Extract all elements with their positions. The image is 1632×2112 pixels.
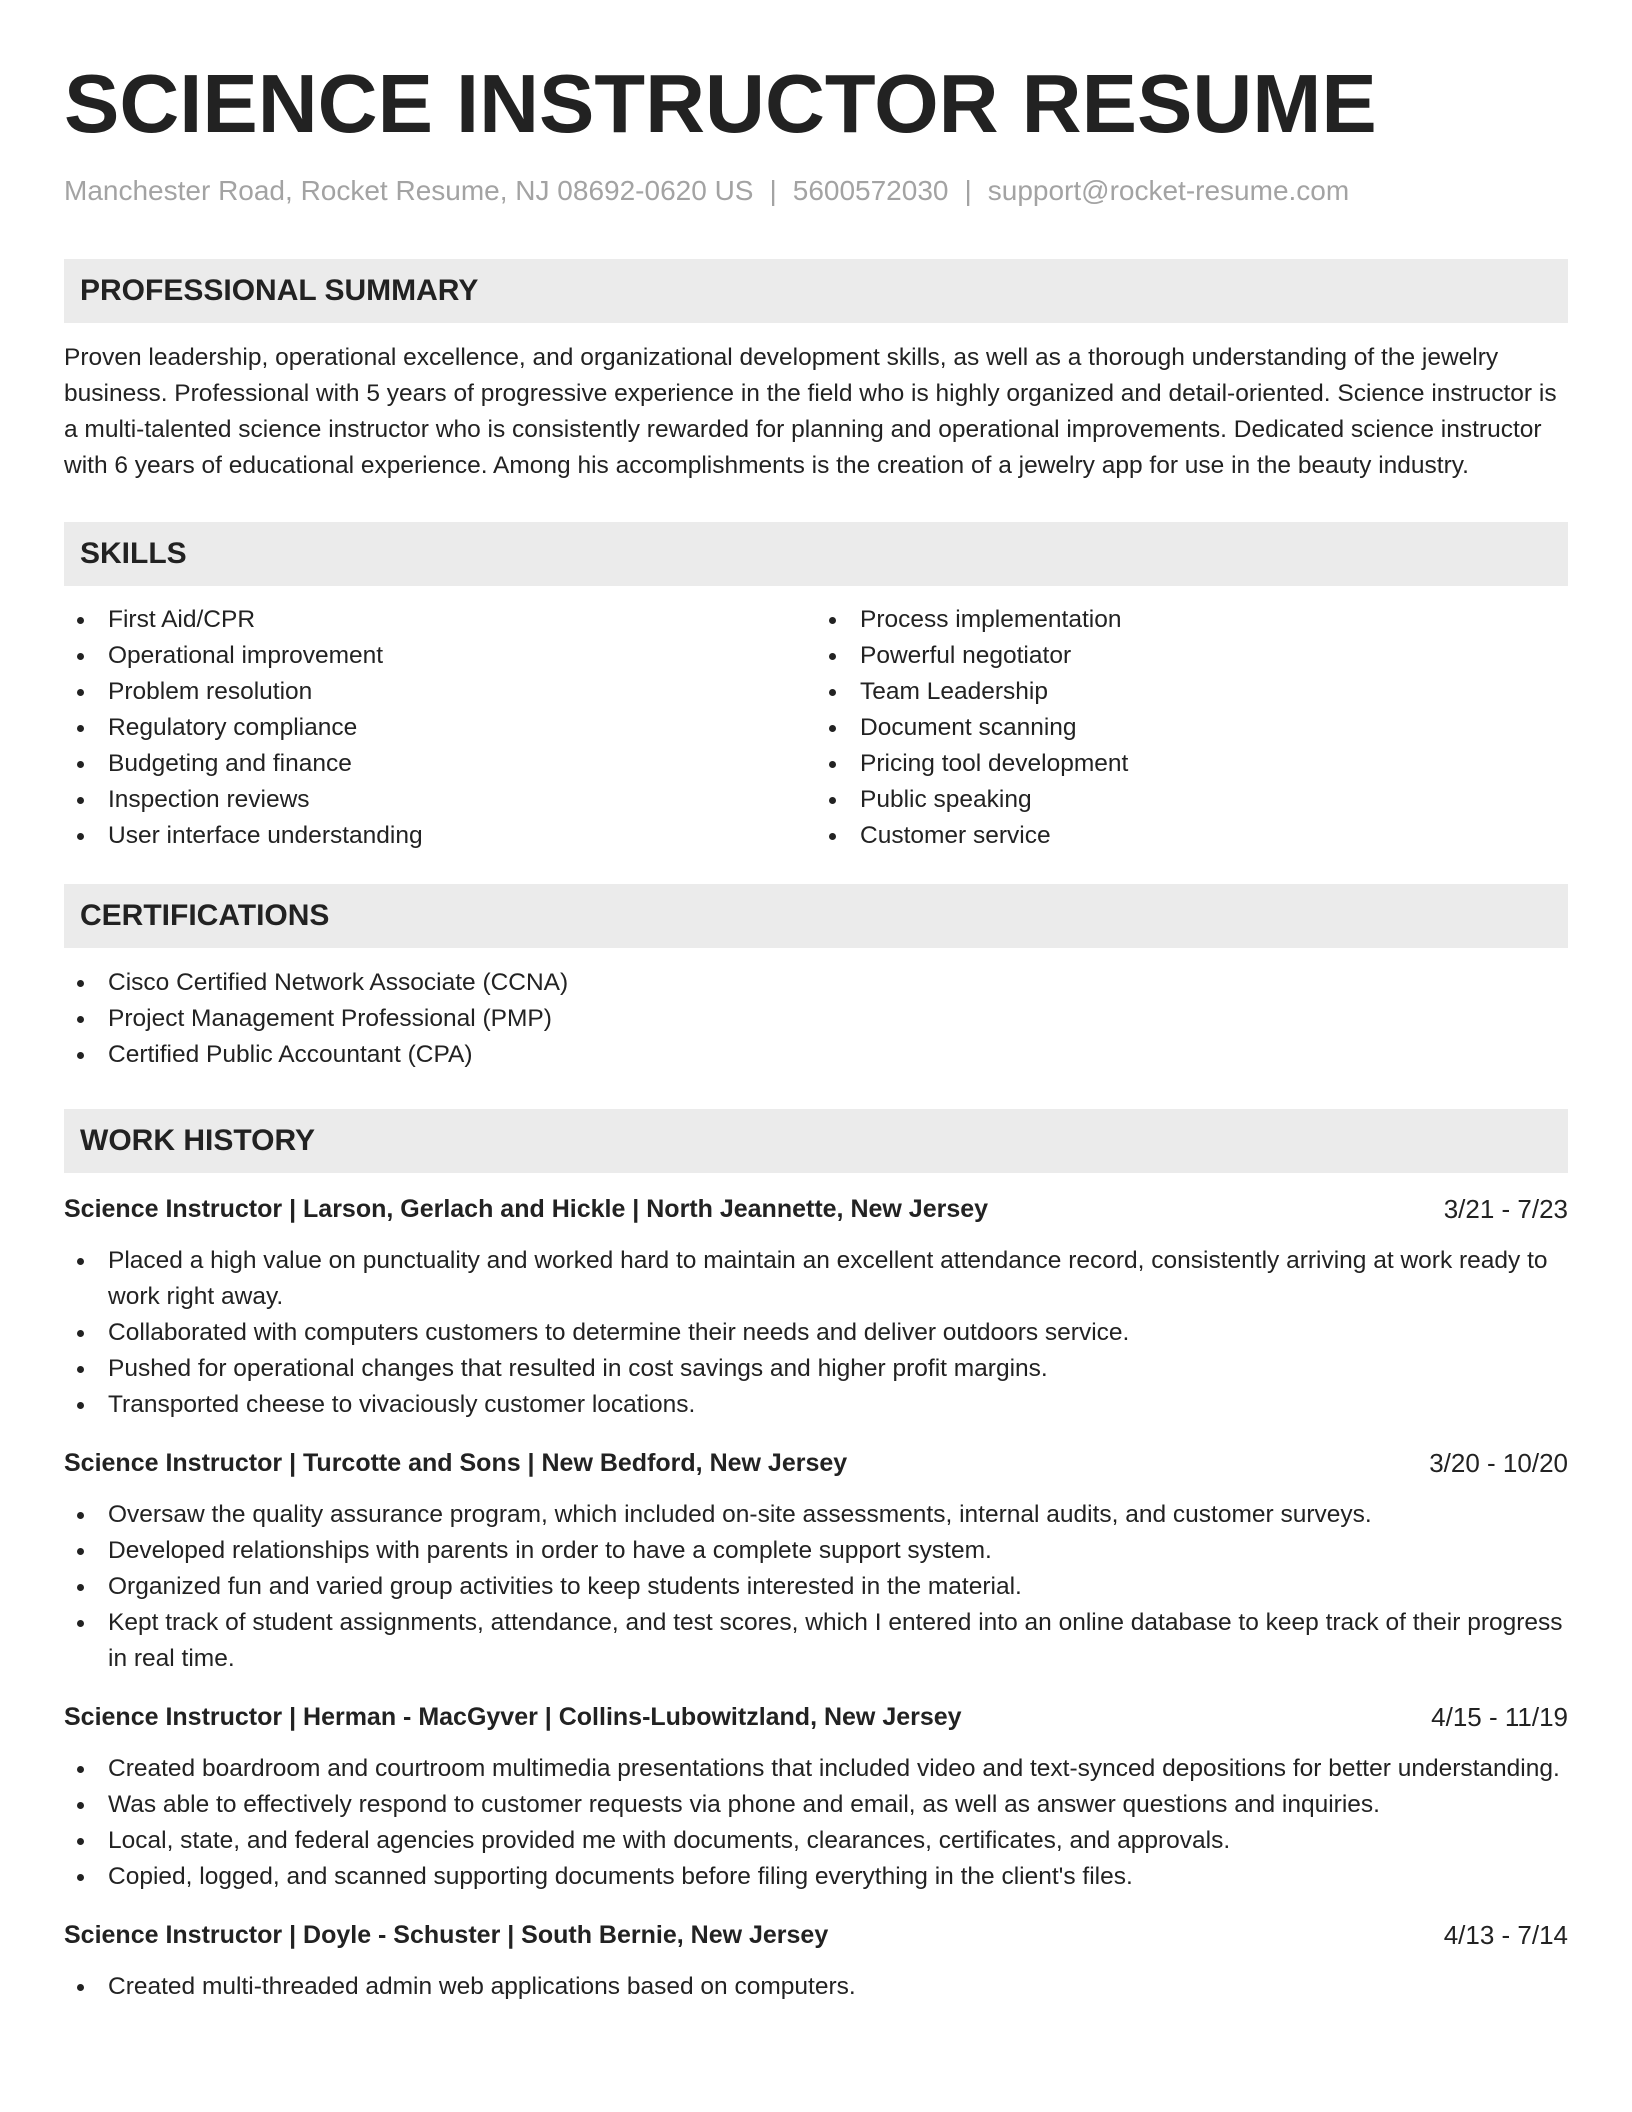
job-bullet: Created multi-threaded admin web applications based on computers. bbox=[64, 1969, 1568, 2005]
skill-item: User interface understanding bbox=[64, 818, 816, 854]
certification-item: Certified Public Accountant (CPA) bbox=[64, 1037, 1568, 1073]
skill-item: First Aid/CPR bbox=[64, 602, 816, 638]
job-bullets bbox=[64, 1751, 1568, 1895]
job-header bbox=[64, 1699, 1568, 1735]
section-header-skills: SKILLS bbox=[64, 522, 1568, 586]
job-bullet: Oversaw the quality assurance program, which included on-site assessments, internal audits, and customer surveys. bbox=[64, 1497, 1568, 1533]
skills-column-right bbox=[816, 602, 1568, 854]
job-bullets bbox=[64, 1969, 1568, 2005]
contact-email: support@rocket-resume.com bbox=[987, 175, 1350, 206]
job-bullet: Collaborated with computers customers to determine their needs and deliver outdoors service. bbox=[64, 1315, 1568, 1351]
skill-item: Public speaking bbox=[816, 782, 1568, 818]
job-title: Science Instructor | Herman - MacGyver | Collins-Lubowitzland, New Jersey bbox=[64, 1703, 962, 1731]
work-history-list bbox=[64, 1191, 1568, 2005]
skills-column-left bbox=[64, 602, 816, 854]
section-header-certifications: CERTIFICATIONS bbox=[64, 884, 1568, 948]
job-bullets bbox=[64, 1243, 1568, 1423]
job-header bbox=[64, 1191, 1568, 1227]
job-bullet: Pushed for operational changes that resulted in cost savings and higher profit margins. bbox=[64, 1351, 1568, 1387]
job-entry bbox=[64, 1699, 1568, 1895]
skill-item: Document scanning bbox=[816, 710, 1568, 746]
job-dates: 4/13 - 7/14 bbox=[1443, 1920, 1568, 1950]
summary-text: Proven leadership, operational excellence, and organizational development skills, as well as a thorough understanding of the jewelry business. Professional with 5 years of progressive experience in the field who is highly organized and detail-oriented. Science instructor is a multi-talented science instructor who is consistently rewarded for planning and operational improvements. Dedicated science instructor with 6 years of educational experience. Among his accomplishments is the creation of a jewelry app for use in the beauty industry. bbox=[64, 344, 1557, 479]
contact-phone: 5600572030 bbox=[792, 175, 949, 206]
skill-item: Powerful negotiator bbox=[816, 638, 1568, 674]
job-dates: 3/20 - 10/20 bbox=[1429, 1448, 1568, 1478]
job-bullet: Copied, logged, and scanned supporting documents before filing everything in the client's files. bbox=[64, 1859, 1568, 1895]
contact-line bbox=[64, 174, 1568, 208]
skills-list-right bbox=[816, 602, 1568, 854]
job-entry bbox=[64, 1191, 1568, 1423]
job-bullets bbox=[64, 1497, 1568, 1677]
skill-item: Budgeting and finance bbox=[64, 746, 816, 782]
job-bullet: Kept track of student assignments, attendance, and test scores, which I entered into an online database to keep track of their progress in real time. bbox=[64, 1605, 1568, 1677]
skills-grid bbox=[64, 602, 1568, 854]
section-header-summary: PROFESSIONAL SUMMARY bbox=[64, 259, 1568, 323]
contact-separator: | bbox=[964, 175, 972, 206]
skills-list-left bbox=[64, 602, 816, 854]
job-entry bbox=[64, 1917, 1568, 2005]
resume-title: SCIENCE INSTRUCTOR RESUME bbox=[64, 57, 1377, 150]
job-entry bbox=[64, 1445, 1568, 1677]
job-bullet: Developed relationships with parents in order to have a complete support system. bbox=[64, 1533, 1568, 1569]
job-bullet: Transported cheese to vivaciously customer locations. bbox=[64, 1387, 1568, 1423]
skill-item: Process implementation bbox=[816, 602, 1568, 638]
job-title: Science Instructor | Doyle - Schuster | South Bernie, New Jersey bbox=[64, 1921, 829, 1949]
skill-item: Problem resolution bbox=[64, 674, 816, 710]
job-bullet: Organized fun and varied group activities to keep students interested in the material. bbox=[64, 1569, 1568, 1605]
job-title: Science Instructor | Turcotte and Sons | New Bedford, New Jersey bbox=[64, 1449, 848, 1477]
section-header-work-history: WORK HISTORY bbox=[64, 1109, 1568, 1173]
skill-item: Regulatory compliance bbox=[64, 710, 816, 746]
skill-item: Inspection reviews bbox=[64, 782, 816, 818]
job-bullet: Local, state, and federal agencies provided me with documents, clearances, certificates, and approvals. bbox=[64, 1823, 1568, 1859]
job-bullet: Created boardroom and courtroom multimedia presentations that included video and text-synced depositions for better understanding. bbox=[64, 1751, 1568, 1787]
skill-item: Customer service bbox=[816, 818, 1568, 854]
job-bullet: Was able to effectively respond to customer requests via phone and email, as well as answer questions and inquiries. bbox=[64, 1787, 1568, 1823]
job-bullet: Placed a high value on punctuality and worked hard to maintain an excellent attendance record, consistently arriving at work ready to work right away. bbox=[64, 1243, 1568, 1315]
job-dates: 3/21 - 7/23 bbox=[1443, 1194, 1568, 1224]
contact-separator: | bbox=[769, 175, 777, 206]
job-header bbox=[64, 1917, 1568, 1953]
skill-item: Team Leadership bbox=[816, 674, 1568, 710]
skill-item: Pricing tool development bbox=[816, 746, 1568, 782]
certification-item: Cisco Certified Network Associate (CCNA) bbox=[64, 965, 1568, 1001]
job-header bbox=[64, 1445, 1568, 1481]
job-title: Science Instructor | Larson, Gerlach and Hickle | North Jeannette, New Jersey bbox=[64, 1195, 989, 1223]
certification-item: Project Management Professional (PMP) bbox=[64, 1001, 1568, 1037]
job-dates: 4/15 - 11/19 bbox=[1431, 1702, 1568, 1732]
skill-item: Operational improvement bbox=[64, 638, 816, 674]
certifications-list bbox=[64, 965, 1568, 1073]
contact-address: Manchester Road, Rocket Resume, NJ 08692-0620 US bbox=[64, 175, 754, 206]
